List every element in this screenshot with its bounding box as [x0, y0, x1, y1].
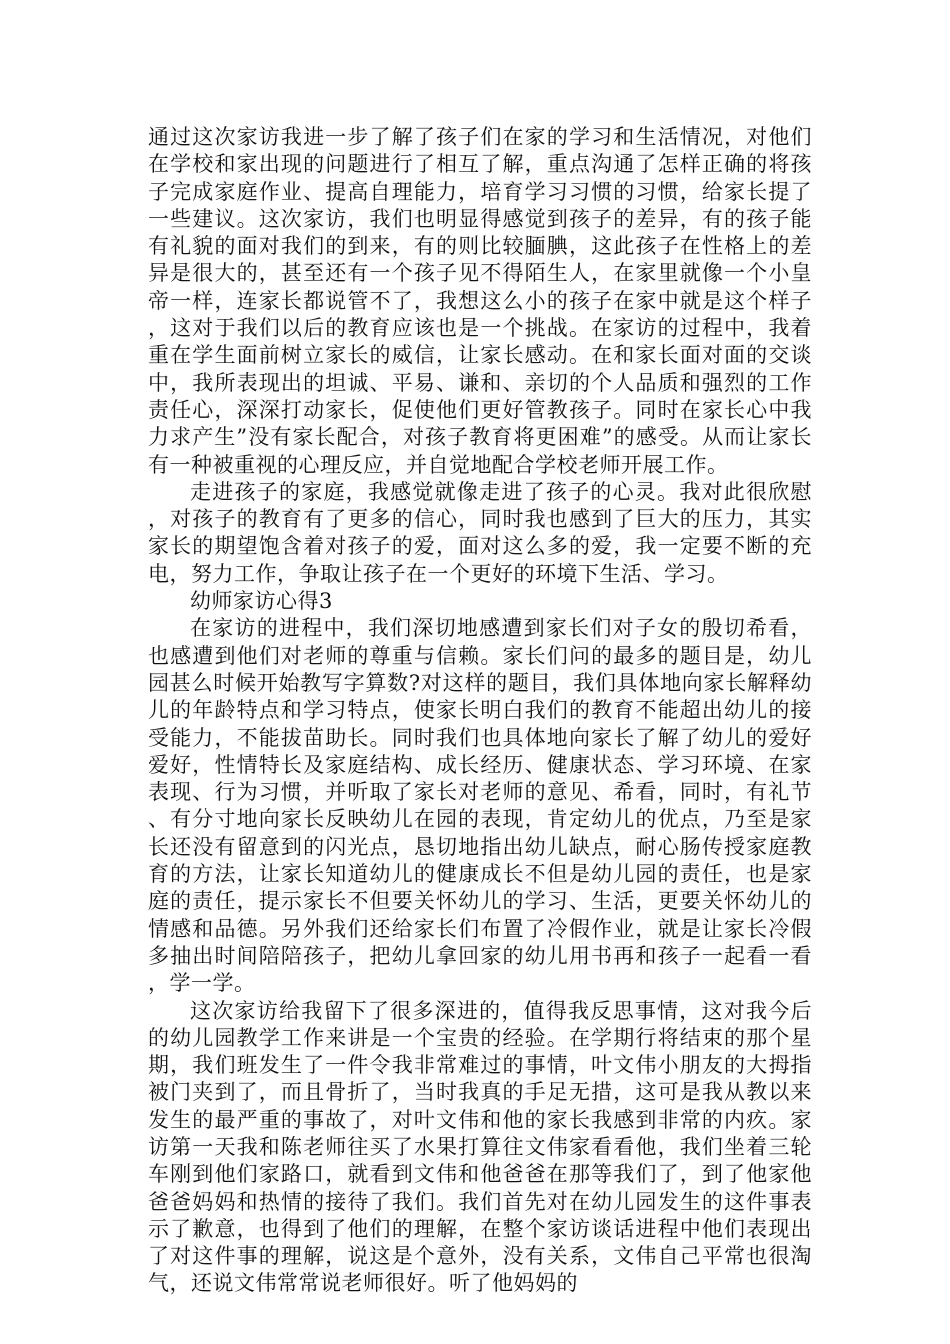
paragraph-3: 在家访的进程中，我们深切地感遭到家长们对子女的殷切希看，也感遭到他们对老师的尊重与信赖。家长们问的最多的题目是，幼儿园甚么时候开始教写字算数?对这样的题目，我们具体地向家长解释幼儿的年龄特点和学习特点，使家长明白我们的教育不能超出幼儿的接受能力，不能拔苗助长。同时我们也具体地向家长了解了幼儿的爱好爱好，性情特长及家庭结构、成长经历、健康状态、学习环境、在家表现、行为习惯，并听取了家长对老师的意见、希看，同时，有礼节、有分寸地向家长反映幼儿在园的表现，肯定幼儿的优点，乃至是家长还没有留意到的闪光点，恳切地指出幼儿缺点，耐心肠传授家庭教育的方法，让家长知道幼儿的健康成长不但是幼儿园的责任，也是家庭的责任，提示家长不但要关怀幼儿的学习、生活，更要关怀幼儿的情感和品德。另外我们还给家长们布置了冷假作业，就是让家长冷假多抽出时间陪陪孩子，把幼儿拿回家的幼儿用书再和孩子一起看一看，学一学。 [148, 616, 812, 996]
section-heading: 幼师家访心得3 [190, 589, 333, 614]
paragraph-4: 这次家访给我留下了很多深进的，值得我反思事情，这对我今后的幼儿园教学工作来讲是一个宝贵的经验。在学期行将结束的那个星期，我们班发生了一件令我非常难过的事情，叶文伟小朋友的大拇指被门夹到了，而且骨折了，当时我真的手足无措，这可是我从教以来发生的最严重的事故了，对叶文伟和他的家长我感到非常的内疚。家访第一天我和陈老师往买了水果打算往文伟家看看他，我们坐着三轮车刚到他们家路口，就看到文伟和他爸爸在那等我们了，到了他家他爸爸妈妈和热情的接待了我们。我们首先对在幼儿园发生的这件事表示了歉意，也得到了他们的理解，在整个家访谈话进程中他们表现出了对这件事的理解，说这是个意外，没有关系，文伟自己平常也很淘气，还说文伟常常说老师很好。听了他妈妈的 [148, 998, 812, 1296]
body-text [148, 124, 812, 1298]
paragraph-1: 通过这次家访我进一步了解了孩子们在家的学习和生活情况，对他们在学校和家出现的问题进行了相互了解，重点沟通了怎样正确的将孩子完成家庭作业、提高自理能力，培育学习习惯的习惯，给家长提了一些建议。这次家访，我们也明显得感觉到孩子的差异，有的孩子能有礼貌的面对我们的到来，有的则比较腼腆，这此孩子在性格上的差异是很大的，甚至还有一个孩子见不得陌生人，在家里就像一个小皇帝一样，连家长都说管不了，我想这么小的孩子在家中就是这个样子，这对于我们以后的教育应该也是一个挑战。在家访的过程中，我着重在学生面前树立家长的威信，让家长感动。在和家长面对面的交谈中，我所表现出的坦诚、平易、谦和、亲切的个人品质和强烈的工作责任心，深深打动家长，促使他们更好管教孩子。同时在家长心中我力求产生”没有家长配合，对孩子教育将更困难”的感受。从而让家长有一种被重视的心理反应，并自觉地配合学校老师开展工作。 [148, 125, 812, 477]
paragraph-2: 走进孩子的家庭，我感觉就像走进了孩子的心灵。我对此很欣慰，对孩子的教育有了更多的信心，同时我也感到了巨大的压力，其实家长的期望饱含着对孩子的爱，面对这么多的爱，我一定要不断的充电，努力工作，争取让孩子在一个更好的环境下生活、学习。 [148, 479, 812, 586]
